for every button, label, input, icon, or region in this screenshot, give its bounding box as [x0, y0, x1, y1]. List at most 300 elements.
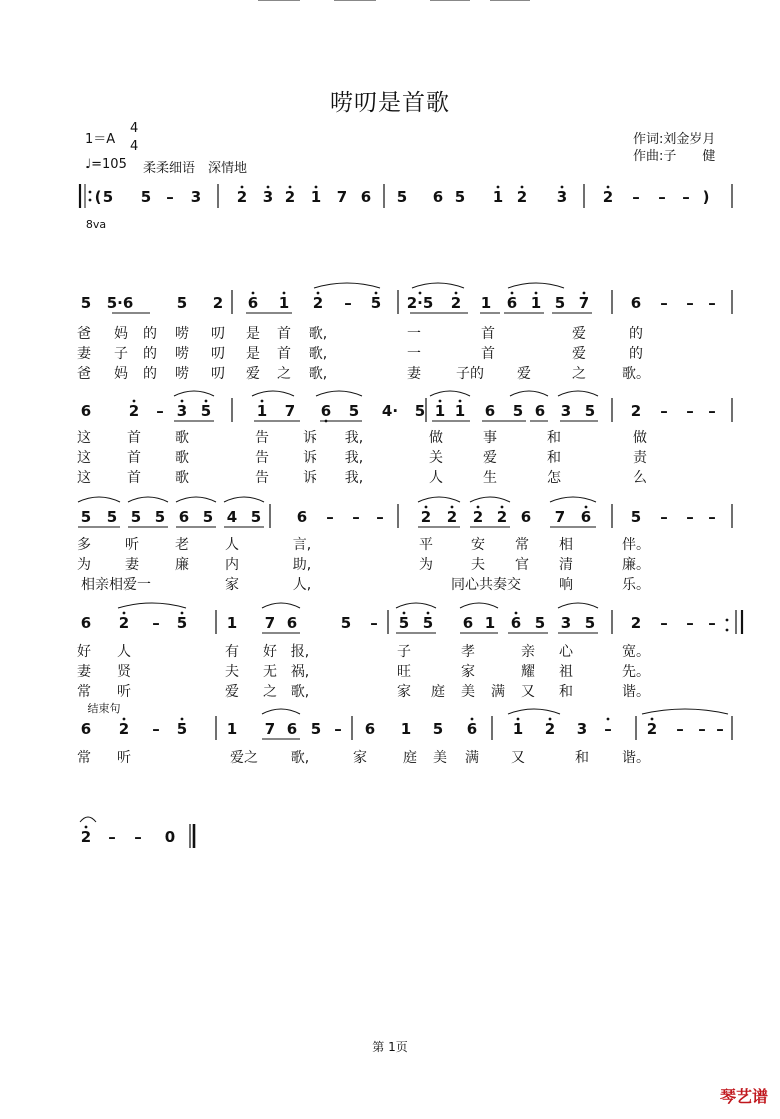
lyric-syllable: 告: [255, 470, 269, 486]
lyric-syllable: 爱: [225, 684, 239, 700]
score-note: 1: [400, 720, 412, 738]
score-note: 5: [370, 294, 382, 312]
score-note: –: [676, 720, 684, 738]
slur-arc: [224, 497, 264, 502]
slur-arc: [80, 817, 96, 822]
lyric-syllable: 听: [117, 684, 131, 700]
score-note: 1: [512, 720, 524, 738]
octave-dot: [427, 612, 430, 615]
lyric-syllable: 妻: [77, 664, 91, 680]
slur-arc: [412, 283, 464, 288]
lyric-syllable: 亲: [521, 644, 535, 660]
score-note: 1: [226, 720, 238, 738]
intro-note: 5: [102, 188, 114, 206]
lyric-syllable: 一: [407, 326, 421, 342]
lyric-syllable: 好: [77, 644, 91, 660]
score-note: 6: [534, 402, 546, 420]
lyric-syllable: 做: [429, 430, 443, 446]
lyric-syllable: 歌,: [290, 750, 310, 766]
lyric-syllable: 子: [397, 644, 411, 660]
lyric-syllable: 内: [225, 557, 239, 573]
lyric-syllable: 宽。: [622, 644, 650, 660]
lyric-syllable: 和: [547, 450, 561, 466]
score-note: 1: [484, 614, 496, 632]
score-note: 3: [576, 720, 588, 738]
lyric-syllable: 唠: [175, 326, 189, 342]
lyric-syllable: 美: [433, 750, 447, 766]
lyric-syllable: 是: [246, 326, 260, 342]
score-note: 5: [154, 508, 166, 526]
lyric-syllable: 夫: [471, 557, 485, 573]
octave-dot: [133, 400, 136, 403]
octave-dot: [123, 612, 126, 615]
lyric-syllable: 清: [559, 557, 573, 573]
octave-dot: [455, 292, 458, 295]
score-note: 2: [450, 294, 462, 312]
score-note: –: [660, 508, 668, 526]
score-note: 5·6: [106, 294, 134, 312]
octave-dot: [181, 400, 184, 403]
lyric-syllable: 爱之: [230, 750, 258, 766]
score-note: –: [686, 614, 694, 632]
lyric-syllable: 生: [483, 470, 497, 486]
lyric-syllable: 听: [117, 750, 131, 766]
lyric-syllable: 歌,: [308, 366, 328, 382]
octave-dot: [289, 186, 292, 189]
score-note: 2: [80, 828, 92, 846]
score-note: 5: [340, 614, 352, 632]
score-note: 0: [164, 828, 176, 846]
lyric-syllable: 告: [255, 450, 269, 466]
lyric-syllable: 做: [633, 430, 647, 446]
intro-note: 1: [310, 188, 322, 206]
score-note: 2: [630, 614, 642, 632]
intro-note: 2: [284, 188, 296, 206]
intro-note: 2: [236, 188, 248, 206]
score-note: –: [344, 294, 352, 312]
score-note: 5: [422, 614, 434, 632]
lyric-syllable: 妈: [114, 326, 128, 342]
octave-dot: [181, 612, 184, 615]
score-note: –: [370, 614, 378, 632]
slur-arc: [396, 603, 436, 608]
score-note: 6: [286, 720, 298, 738]
score-note: 2: [496, 508, 508, 526]
score-note: 2: [212, 294, 224, 312]
octave-dot: [123, 718, 126, 721]
intro-note: 6: [432, 188, 444, 206]
lyric-syllable: 歌: [175, 430, 189, 446]
octave-dot: [521, 186, 524, 189]
composer-credit: 作曲:子 健: [633, 149, 716, 164]
lyric-syllable: 首: [127, 450, 141, 466]
score-note: 5: [584, 614, 596, 632]
slur-arc: [314, 283, 380, 288]
slur-arc: [316, 391, 362, 396]
lyric-syllable: 官: [515, 557, 529, 573]
octave-dot: [501, 506, 504, 509]
lyric-syllable: 满: [491, 684, 505, 700]
lyric-syllable: 诉: [303, 470, 317, 486]
octave-dot: [283, 292, 286, 295]
octave-dot: [583, 292, 586, 295]
lyric-syllable: 听: [125, 537, 139, 553]
score-note: 6: [80, 614, 92, 632]
score-note: 5: [432, 720, 444, 738]
lyric-syllable: 妻: [77, 346, 91, 362]
score-note: 5: [584, 402, 596, 420]
lyric-syllable: 常: [515, 537, 529, 553]
score-note: –: [698, 720, 706, 738]
score-note: 5: [310, 720, 322, 738]
lyric-syllable: 关: [429, 450, 443, 466]
slur-arc: [508, 709, 560, 714]
lyric-syllable: 孝: [461, 644, 475, 660]
slur-arc: [558, 603, 598, 608]
octave-dot: [549, 718, 552, 721]
lyric-syllable: 谐。: [622, 684, 650, 700]
octave-dot: [515, 612, 518, 615]
octave-dot: [439, 400, 442, 403]
lyric-syllable: 人: [117, 644, 131, 660]
lyric-syllable: 无: [263, 664, 277, 680]
intro-note: 7: [336, 188, 348, 206]
lyric-syllable: 家: [461, 664, 475, 680]
lyric-syllable: 爱: [572, 326, 586, 342]
lyric-syllable: 和: [547, 430, 561, 446]
repeat-dot: [89, 191, 92, 194]
intro-note: 6: [360, 188, 372, 206]
score-note: 5: [202, 508, 214, 526]
score-note: 2: [420, 508, 432, 526]
lyric-syllable: 的: [143, 366, 157, 382]
lyric-syllable: 妻: [125, 557, 139, 573]
score-note: 6: [178, 508, 190, 526]
lyric-syllable: 祖: [559, 664, 573, 680]
lyricist-credit: 作词:刘金岁月: [633, 132, 716, 147]
intro-note: ): [702, 188, 710, 206]
intro-note: 3: [190, 188, 202, 206]
octave-dot: [471, 718, 474, 721]
octave-dot: [241, 186, 244, 189]
lyric-syllable: 首: [481, 346, 495, 362]
lyric-syllable: 的: [143, 346, 157, 362]
score-note: 5: [80, 294, 92, 312]
intro-note: –: [632, 188, 640, 206]
score-note: 6: [296, 508, 308, 526]
score-note: 7: [264, 720, 276, 738]
lyric-syllable: 家: [397, 684, 411, 700]
lyric-syllable: 歌,: [290, 684, 310, 700]
lyric-syllable: 先。: [622, 664, 650, 680]
repeat-dot: [726, 619, 729, 622]
score-note: 2: [544, 720, 556, 738]
score-note: 2: [472, 508, 484, 526]
lyric-syllable: 歌,: [308, 346, 328, 362]
lyric-syllable: 责: [633, 450, 647, 466]
lyric-syllable: 叨: [211, 346, 225, 362]
lyric-syllable: 的: [143, 326, 157, 342]
lyric-syllable: 家: [353, 750, 367, 766]
lyric-syllable: 是: [246, 346, 260, 362]
lyric-syllable: 妈: [114, 366, 128, 382]
lyric-syllable: 夫: [225, 664, 239, 680]
score-note: –: [708, 294, 716, 312]
octave-dot: [517, 718, 520, 721]
intro-note: 5: [140, 188, 152, 206]
lyric-syllable: 为: [419, 557, 433, 573]
score-note: 4: [226, 508, 238, 526]
score-note: 5: [80, 508, 92, 526]
lyric-syllable: 多: [77, 537, 91, 553]
slur-arc: [418, 497, 460, 502]
intro-note: –: [682, 188, 690, 206]
score-note: 4·: [381, 402, 399, 420]
score-note: –: [152, 720, 160, 738]
intro-note: 2: [516, 188, 528, 206]
lyric-syllable: 美: [461, 684, 475, 700]
slur-arc: [174, 391, 214, 396]
score-note: –: [686, 508, 694, 526]
octave-dot: [261, 400, 264, 403]
page-number: 第 1页: [372, 1040, 408, 1054]
lyric-syllable: 首: [277, 346, 291, 362]
lyric-syllable: 我,: [344, 430, 364, 446]
octave-dot: [205, 400, 208, 403]
score-note: 5: [176, 294, 188, 312]
lyric-syllable: 常: [77, 684, 91, 700]
lyric-syllable: 首: [481, 326, 495, 342]
lyric-syllable: 乐。: [622, 577, 650, 593]
score-note: 7: [554, 508, 566, 526]
score-note: 6: [80, 720, 92, 738]
score-note: 1: [226, 614, 238, 632]
score-note: 1: [256, 402, 268, 420]
score-note: 5: [106, 508, 118, 526]
lyric-syllable: 唠: [175, 346, 189, 362]
octave-dot: [181, 718, 184, 721]
lyric-syllable: 谐。: [622, 750, 650, 766]
score-note: 5: [512, 402, 524, 420]
lyric-syllable: 一: [407, 346, 421, 362]
lyric-syllable: 旺: [397, 664, 411, 680]
octave-dot: [477, 506, 480, 509]
lyric-syllable: 歌: [175, 450, 189, 466]
lyric-syllable: 之: [263, 684, 277, 700]
lyric-syllable: 廉。: [622, 557, 650, 573]
score-note: 1: [530, 294, 542, 312]
octave-dot: [535, 292, 538, 295]
score-note: –: [660, 402, 668, 420]
lyric-syllable: 又: [511, 750, 525, 766]
lyric-syllable: 有: [225, 644, 239, 660]
key-signature: 1＝A: [85, 132, 116, 147]
lyric-syllable: 庭: [431, 684, 445, 700]
score-note: 5: [348, 402, 360, 420]
score-note: –: [326, 508, 334, 526]
lyric-syllable: 子的: [456, 366, 484, 382]
lyric-syllable: 爱: [483, 450, 497, 466]
score-note: –: [660, 614, 668, 632]
score-note: 5: [200, 402, 212, 420]
intro-note: 5: [396, 188, 408, 206]
score-note: –: [108, 828, 116, 846]
lyric-syllable: 相: [559, 537, 573, 553]
slur-arc: [118, 603, 186, 608]
score-note: 6: [506, 294, 518, 312]
lyric-syllable: 这: [77, 430, 91, 446]
score-note: –: [352, 508, 360, 526]
lyric-syllable: 人: [225, 537, 239, 553]
score-note: 1: [454, 402, 466, 420]
lyric-syllable: 人: [429, 470, 443, 486]
repeat-dot: [89, 199, 92, 202]
score-note: 6: [510, 614, 522, 632]
score-note: 7: [578, 294, 590, 312]
score-note: –: [716, 720, 724, 738]
lyric-syllable: 庭: [403, 750, 417, 766]
octave-dot: [585, 506, 588, 509]
octave-dot: [419, 292, 422, 295]
octave-dot: [375, 292, 378, 295]
lyric-syllable: 这: [77, 450, 91, 466]
slur-arc: [510, 391, 548, 396]
slur-arc: [262, 603, 300, 608]
score-note: 2: [446, 508, 458, 526]
lyric-syllable: 告: [255, 430, 269, 446]
octave-dot: [459, 400, 462, 403]
time-signature-bottom: 4: [130, 139, 139, 154]
song-title: 唠叨是首歌: [330, 90, 450, 116]
score-note: 5: [630, 508, 642, 526]
score-note: –: [156, 402, 164, 420]
lyric-syllable: 爱: [517, 366, 531, 382]
slur-arc: [430, 391, 470, 396]
intro-note: 3: [262, 188, 274, 206]
octave-dot: [317, 292, 320, 295]
score-note: 6: [484, 402, 496, 420]
intro-open-paren: (: [94, 188, 102, 206]
octave-dot: [561, 186, 564, 189]
octave-dot: [511, 292, 514, 295]
score-note: –: [604, 720, 612, 738]
lyric-syllable: 老: [175, 537, 189, 553]
lyric-syllable: 爱: [572, 346, 586, 362]
lyric-syllable: 廉: [175, 557, 189, 573]
lyric-syllable: 常: [77, 750, 91, 766]
lyric-syllable: 爱: [246, 366, 260, 382]
score-note: 6: [320, 402, 332, 420]
slur-arc: [642, 709, 728, 714]
lyric-syllable: 爸: [77, 366, 91, 382]
score-note: 6: [630, 294, 642, 312]
score-note: 2: [312, 294, 324, 312]
lyric-syllable: 的: [629, 346, 643, 362]
ending-label: 结束句: [87, 702, 121, 715]
score-note: –: [686, 402, 694, 420]
score-note: 6: [286, 614, 298, 632]
score-note: 5: [250, 508, 262, 526]
score-note: 3: [560, 614, 572, 632]
octave-dot: [403, 612, 406, 615]
slur-arc: [508, 283, 564, 288]
intro-note: 3: [556, 188, 568, 206]
octave-dot: [607, 186, 610, 189]
score-note: 2: [630, 402, 642, 420]
lyric-syllable: 爸: [77, 326, 91, 342]
score-note: 6: [466, 720, 478, 738]
score-note: 6: [80, 402, 92, 420]
intro-note: –: [166, 188, 174, 206]
lyric-syllable: 心: [559, 644, 573, 660]
lyric-syllable: 和: [575, 750, 589, 766]
lyric-syllable: 歌: [175, 470, 189, 486]
lyric-syllable: 歌,: [308, 326, 328, 342]
slur-arc: [252, 391, 294, 396]
slur-arc: [176, 497, 216, 502]
lyric-syllable: 贤: [117, 664, 131, 680]
slur-arc: [460, 603, 498, 608]
score-note: –: [708, 402, 716, 420]
slur-arc: [470, 497, 510, 502]
score-note: –: [334, 720, 342, 738]
octave-dot: [651, 718, 654, 721]
octave-dot: [497, 186, 500, 189]
lyric-syllable: 子: [114, 346, 128, 362]
lyric-syllable: 言,: [292, 537, 312, 553]
score-note: –: [152, 614, 160, 632]
score-note: 6: [520, 508, 532, 526]
slur-arc: [558, 391, 598, 396]
score-note: 5: [176, 720, 188, 738]
score-note: 2: [646, 720, 658, 738]
lyric-syllable: 我,: [344, 450, 364, 466]
lyric-syllable: 和: [559, 684, 573, 700]
octave-dot: [607, 718, 610, 721]
lyric-syllable: 安: [471, 537, 485, 553]
score-note: 2: [118, 614, 130, 632]
score-note: 1: [278, 294, 290, 312]
lyric-syllable: 平: [419, 537, 433, 553]
score-note: 3: [560, 402, 572, 420]
lyric-syllable: 我,: [344, 470, 364, 486]
score-note: 5: [130, 508, 142, 526]
lyric-syllable: 相亲相爱一: [81, 577, 151, 593]
lyric-syllable: 叨: [211, 366, 225, 382]
lyric-syllable: 又: [521, 684, 535, 700]
score-note: 5: [534, 614, 546, 632]
score-note: –: [686, 294, 694, 312]
lyric-syllable: 人,: [292, 577, 312, 593]
score-note: 6: [580, 508, 592, 526]
lyric-syllable: 叨: [211, 326, 225, 342]
score-note: –: [134, 828, 142, 846]
tempo-marking: ♩=105: [85, 157, 127, 172]
lyric-syllable: 歌。: [622, 366, 650, 382]
intro-note: 1: [492, 188, 504, 206]
lyric-syllable: 伴。: [622, 537, 650, 553]
lyric-syllable: 之: [277, 366, 291, 382]
lyric-syllable: 么: [633, 470, 647, 486]
lyric-syllable: 诉: [303, 450, 317, 466]
intro-note: 2: [602, 188, 614, 206]
score-note: 6: [364, 720, 376, 738]
lyric-syllable: 耀: [521, 664, 535, 680]
ottava-mark: 8va: [85, 218, 107, 231]
lyric-syllable: 家: [225, 577, 239, 593]
slur-arc: [78, 497, 120, 502]
slur-arc: [128, 497, 168, 502]
